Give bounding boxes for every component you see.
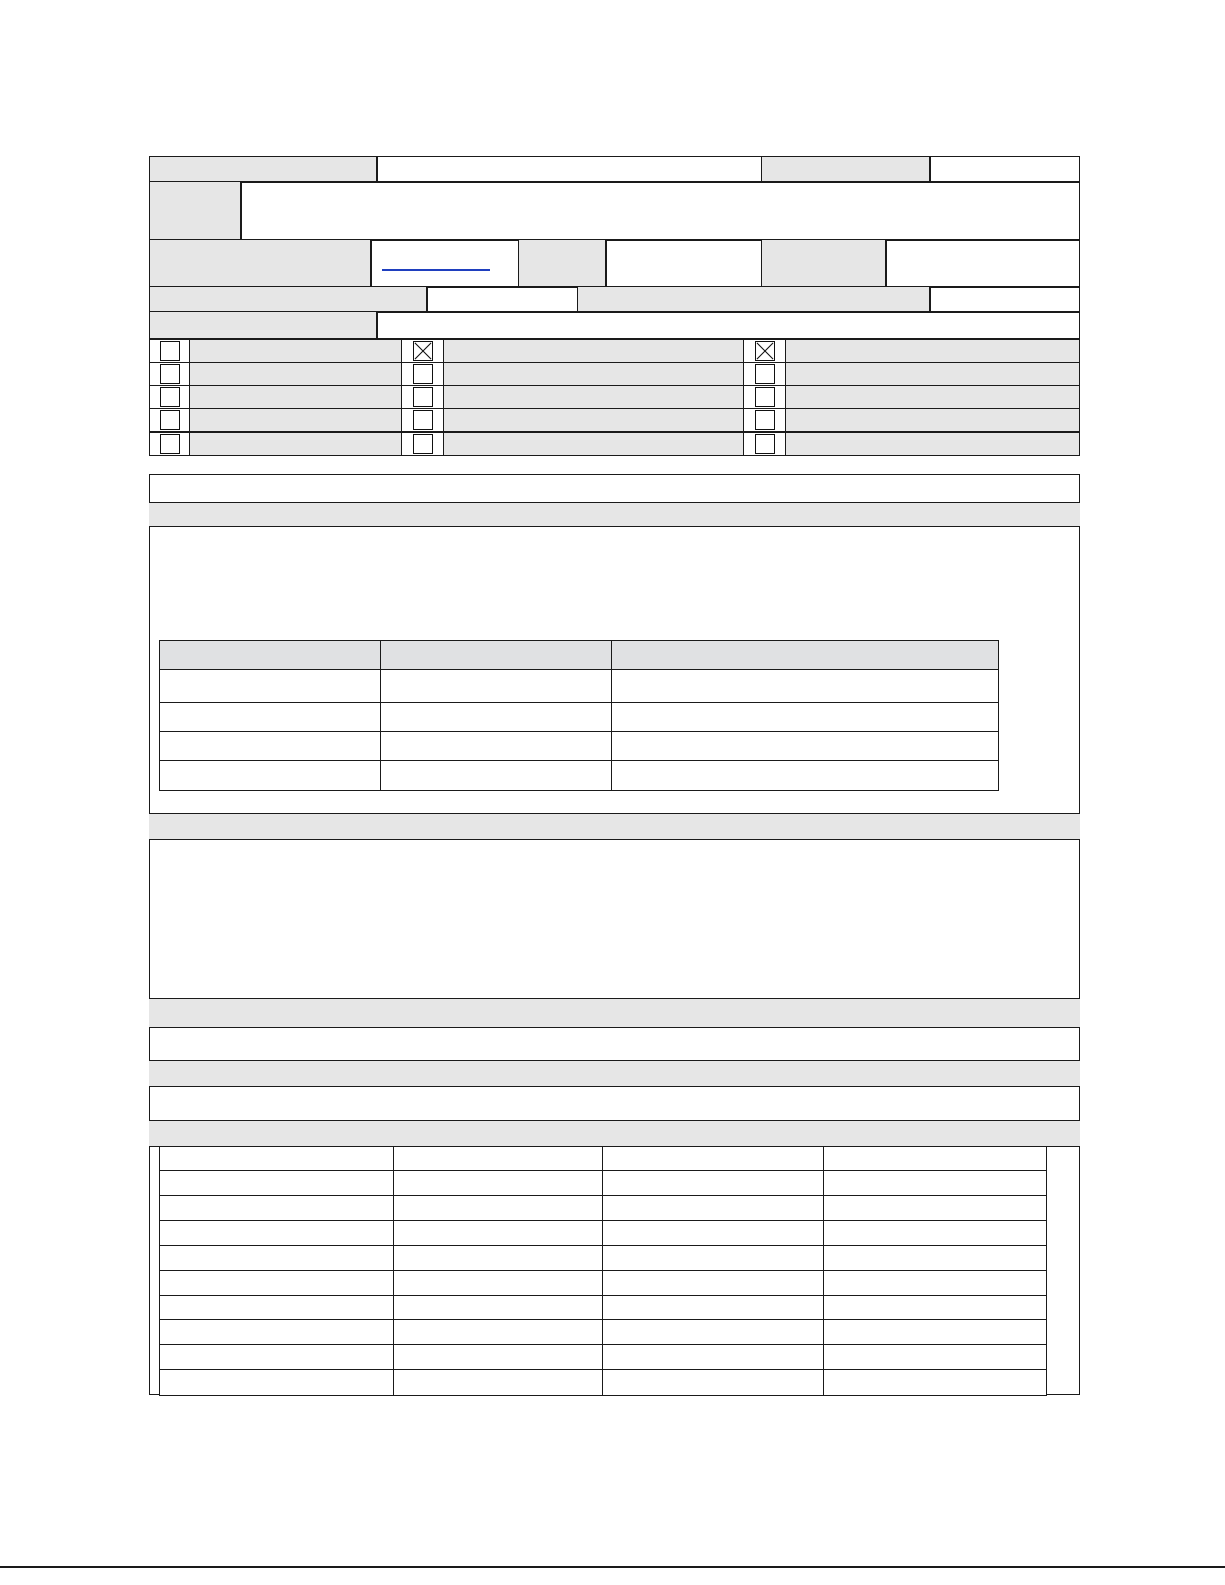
table-2-cell[interactable] xyxy=(393,1146,604,1172)
table-2-cell[interactable] xyxy=(159,1344,395,1371)
checkbox[interactable] xyxy=(755,387,775,407)
checkbox[interactable] xyxy=(413,364,433,384)
header-label-cell-3 xyxy=(149,181,242,241)
header-field-5[interactable] xyxy=(885,239,1080,288)
checkbox[interactable] xyxy=(160,387,180,407)
table-1-cell[interactable] xyxy=(159,702,382,733)
header-label-cell-4 xyxy=(149,239,372,288)
checkbox[interactable] xyxy=(755,410,775,430)
checkbox-cell xyxy=(149,339,191,363)
header-field-6[interactable] xyxy=(426,286,579,313)
section-header-1 xyxy=(149,502,1080,527)
table-1-cell[interactable] xyxy=(159,731,382,762)
checkbox-cell xyxy=(401,362,445,386)
table-2-cell[interactable] xyxy=(159,1319,395,1346)
table-2-cell[interactable] xyxy=(393,1270,604,1297)
checkbox[interactable] xyxy=(413,410,433,430)
table-2-cell[interactable] xyxy=(823,1344,1047,1371)
table-2-cell[interactable] xyxy=(823,1319,1047,1346)
header-label-cell-7 xyxy=(149,286,428,313)
header-label-cell-9 xyxy=(149,311,378,339)
checkbox-label-cell xyxy=(443,385,745,409)
table-1-cell[interactable] xyxy=(380,669,613,704)
table-2-cell[interactable] xyxy=(393,1344,604,1371)
table-2-cell[interactable] xyxy=(602,1245,825,1272)
checkbox-label-cell xyxy=(785,408,1080,432)
checkbox-label-cell xyxy=(785,339,1080,363)
header-field-1[interactable] xyxy=(376,156,763,183)
link-underline[interactable] xyxy=(382,269,490,271)
table-2-cell[interactable] xyxy=(602,1369,825,1396)
table-2-cell[interactable] xyxy=(823,1369,1047,1396)
table-1-header-cell xyxy=(611,640,999,671)
checkbox-label-cell xyxy=(189,362,403,386)
table-1-cell[interactable] xyxy=(159,760,382,791)
header-field-8[interactable] xyxy=(376,311,1080,339)
checkbox-cell xyxy=(149,432,191,456)
table-2-cell[interactable] xyxy=(393,1369,604,1396)
table-2-cell[interactable] xyxy=(602,1195,825,1222)
header-label-cell-5 xyxy=(518,239,607,288)
table-2-cell[interactable] xyxy=(159,1170,395,1197)
header-label-cell-6 xyxy=(761,239,887,288)
checkbox[interactable] xyxy=(755,434,775,454)
checkbox-label-cell xyxy=(189,432,403,456)
section-header-4 xyxy=(149,1060,1080,1087)
table-2-cell[interactable] xyxy=(823,1270,1047,1297)
table-2-cell[interactable] xyxy=(602,1295,825,1321)
table-1-cell[interactable] xyxy=(611,760,999,791)
checkbox-cell xyxy=(743,408,787,432)
checkbox-label-cell xyxy=(189,385,403,409)
table-2-cell[interactable] xyxy=(393,1319,604,1346)
checkbox-label-cell xyxy=(189,408,403,432)
checkbox-label-cell xyxy=(443,408,745,432)
checkbox[interactable] xyxy=(755,364,775,384)
header-field-4[interactable] xyxy=(605,239,763,288)
table-2-cell[interactable] xyxy=(823,1170,1047,1197)
header-field-3[interactable] xyxy=(240,181,1080,241)
checkbox-label-cell xyxy=(189,339,403,363)
table-2-cell[interactable] xyxy=(159,1220,395,1247)
checkbox-cell xyxy=(149,362,191,386)
header-field-2[interactable] xyxy=(929,156,1080,183)
table-1-cell[interactable] xyxy=(380,731,613,762)
checkbox-cell xyxy=(401,385,445,409)
table-2-cell[interactable] xyxy=(393,1195,604,1222)
table-2-cell[interactable] xyxy=(159,1195,395,1222)
footer-rule xyxy=(0,1566,1225,1568)
table-2-cell[interactable] xyxy=(602,1344,825,1371)
table-1-cell[interactable] xyxy=(611,731,999,762)
checkbox-label-cell xyxy=(443,432,745,456)
checkbox-label-cell xyxy=(785,385,1080,409)
checkbox-cell xyxy=(149,385,191,409)
table-2-cell[interactable] xyxy=(159,1295,395,1321)
checkbox-cell xyxy=(401,339,445,363)
checkbox[interactable] xyxy=(413,387,433,407)
table-2-cell[interactable] xyxy=(393,1295,604,1321)
header-label-cell-8 xyxy=(577,286,931,313)
checkbox-checked[interactable] xyxy=(413,341,433,361)
checkbox[interactable] xyxy=(160,341,180,361)
table-2-cell[interactable] xyxy=(602,1270,825,1297)
checkbox[interactable] xyxy=(160,434,180,454)
table-2-cell[interactable] xyxy=(602,1319,825,1346)
header-label-cell-2 xyxy=(761,156,931,183)
checkbox-cell xyxy=(743,432,787,456)
table-2-cell[interactable] xyxy=(393,1245,604,1272)
header-label-cell-1 xyxy=(149,156,378,183)
table-2-cell[interactable] xyxy=(159,1270,395,1297)
checkbox-label-cell xyxy=(443,339,745,363)
table-2-cell[interactable] xyxy=(602,1146,825,1172)
table-2-cell[interactable] xyxy=(823,1146,1047,1172)
table-2-cell[interactable] xyxy=(159,1146,395,1172)
table-2-cell[interactable] xyxy=(159,1369,395,1396)
table-1-cell[interactable] xyxy=(380,702,613,733)
checkbox-cell xyxy=(743,362,787,386)
table-1-cell[interactable] xyxy=(159,669,382,704)
checkbox[interactable] xyxy=(160,364,180,384)
header-link-field[interactable] xyxy=(370,239,520,288)
section-header-2 xyxy=(149,813,1080,840)
checkbox-label-cell xyxy=(443,362,745,386)
table-1-cell[interactable] xyxy=(611,669,999,704)
checkbox-label-cell xyxy=(785,432,1080,456)
checkbox-checked[interactable] xyxy=(755,341,775,361)
checkbox-cell xyxy=(149,408,191,432)
table-2-cell[interactable] xyxy=(393,1220,604,1247)
table-1-cell[interactable] xyxy=(611,702,999,733)
table-2-cell[interactable] xyxy=(159,1245,395,1272)
checkbox-cell xyxy=(401,408,445,432)
section-header-3 xyxy=(149,998,1080,1028)
table-2-cell[interactable] xyxy=(823,1295,1047,1321)
header-field-7[interactable] xyxy=(929,286,1080,313)
table-1-header-cell xyxy=(159,640,382,671)
checkbox[interactable] xyxy=(160,410,180,430)
table-2-cell[interactable] xyxy=(823,1220,1047,1247)
checkbox[interactable] xyxy=(413,434,433,454)
table-1-header-cell xyxy=(380,640,613,671)
table-2-cell[interactable] xyxy=(823,1245,1047,1272)
checkbox-label-cell xyxy=(785,362,1080,386)
checkbox-cell xyxy=(743,385,787,409)
table-2-cell[interactable] xyxy=(602,1220,825,1247)
table-2-cell[interactable] xyxy=(602,1170,825,1197)
section-header-5 xyxy=(149,1120,1080,1147)
table-2-cell[interactable] xyxy=(393,1170,604,1197)
checkbox-cell xyxy=(743,339,787,363)
table-1-cell[interactable] xyxy=(380,760,613,791)
table-2-cell[interactable] xyxy=(823,1195,1047,1222)
checkbox-cell xyxy=(401,432,445,456)
